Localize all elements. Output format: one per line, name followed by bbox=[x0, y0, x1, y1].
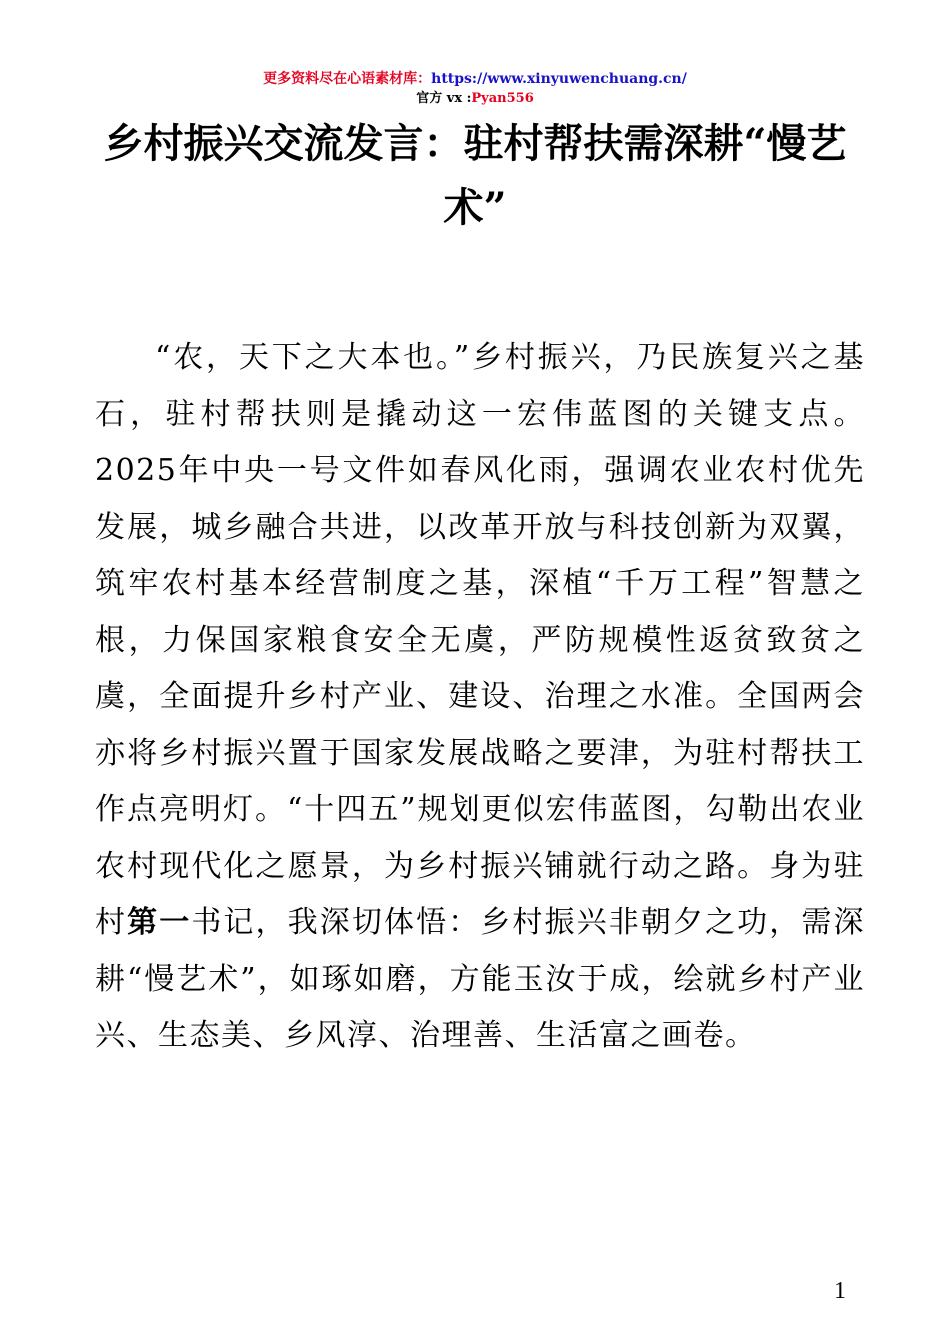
contact-label: 官方 vx : bbox=[416, 91, 472, 106]
page-number: 1 bbox=[834, 1278, 846, 1304]
paragraph-emphasis: 第一 bbox=[127, 905, 192, 940]
document-title: 乡村振兴交流发言：驻村帮扶需深耕“慢艺术” bbox=[103, 120, 847, 231]
paragraph-text-part2: 书记，我深切体悟：乡村振兴非朝夕之功，需深耕“慢艺术”，如琢如磨，方能玉汝于成，绘就乡村产业兴、生态美、乡风淳、治理善、生活富之画卷。 bbox=[95, 905, 866, 1053]
paragraph-text-part1: “农，天下之大本也。”乡村振兴，乃民族复兴之基石，驻村帮扶则是撬动这一宏伟蓝图的关键支点。2025年中央一号文件如春风化雨，强调农业农村优先发展，城乡融合共进，以改革开放与科技创新为双翼，筑牢农村基本经营制度之基，深植“千万工程”智慧之根，力保国家粮食安全无虞，严防规模性返贫致贫之虞，全面提升乡村产业、建设、治理之水准。全国两会亦将乡村振兴置于国家发展战略之要津，为驻村帮扶工作点亮明灯。“十四五”规划更似宏伟蓝图，勾勒出农业农村现代化之愿景，为乡村振兴铺就行动之路。身为驻村 bbox=[95, 340, 865, 940]
promo-label: 更多资料尽在心语素材库： bbox=[263, 71, 432, 87]
contact-header bbox=[0, 90, 950, 108]
body-paragraph bbox=[95, 330, 865, 1065]
contact-id: Pyan556 bbox=[471, 91, 534, 106]
promo-url-link[interactable]: https://www.xinyuwenchuang.cn/ bbox=[431, 71, 687, 87]
promo-header bbox=[0, 70, 950, 88]
